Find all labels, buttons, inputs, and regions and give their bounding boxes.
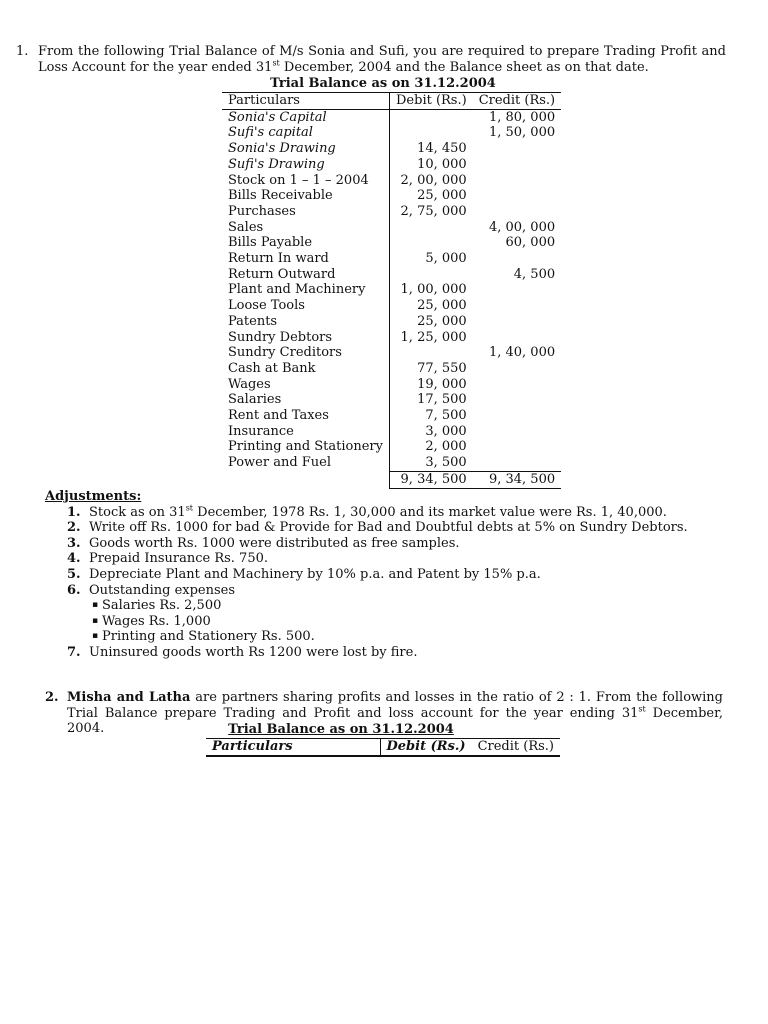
credit-cell [473, 141, 561, 157]
credit-cell [473, 173, 561, 189]
debit-cell: 1, 00, 000 [390, 282, 473, 298]
credit-cell [473, 330, 561, 346]
particulars-cell: Sales [228, 219, 264, 235]
sub-list-item [45, 614, 725, 630]
debit-cell: 25, 000 [390, 314, 473, 330]
particulars-cell: Rent and Taxes [228, 408, 329, 424]
credit-cell [473, 392, 561, 408]
table-header-row [206, 739, 560, 757]
debit-cell [390, 267, 473, 283]
table-row [222, 267, 561, 283]
particulars-cell: Loose Tools [228, 298, 305, 314]
credit-cell [473, 314, 561, 330]
trial-balance-2-title: Trial Balance as on 31.12.2004 [228, 722, 454, 737]
list-item [45, 536, 725, 552]
list-item-text: Goods worth Rs. 1000 were distributed as free samples. [89, 535, 460, 551]
particulars-cell: Sundry Debtors [228, 329, 333, 345]
list-item [45, 551, 725, 567]
table-row [222, 408, 561, 424]
superscript: st [185, 503, 194, 513]
debit-cell: 2, 00, 000 [390, 173, 473, 189]
table-row [222, 424, 561, 440]
debit-cell [390, 235, 473, 251]
list-item-number: 1. [67, 504, 81, 520]
credit-cell [473, 377, 561, 393]
list-item-number: 6. [67, 582, 81, 598]
particulars-cell: Printing and Stationery [228, 439, 383, 455]
total-debit-cell: 9, 34, 500 [390, 471, 473, 488]
particulars-cell: Patents [228, 313, 278, 329]
debit-cell: 77, 550 [390, 361, 473, 377]
total-label-cell [222, 471, 390, 488]
list-item-text: Outstanding expenses [89, 582, 236, 598]
table-row [222, 330, 561, 346]
table-row [222, 157, 561, 173]
particulars-cell: Sundry Creditors [228, 345, 342, 361]
particulars-cell: Return Outward [228, 266, 336, 282]
list-item [45, 567, 725, 583]
debit-cell: 2, 000 [390, 439, 473, 455]
table-row [222, 345, 561, 361]
table-row [222, 251, 561, 267]
adjustments-heading: Adjustments: [45, 489, 142, 504]
question-1 [16, 44, 726, 75]
debit-cell: 3, 000 [390, 424, 473, 440]
table-row [222, 314, 561, 330]
particulars-cell: Sonia's Drawing [228, 141, 336, 157]
table-row [222, 282, 561, 298]
debit-cell: 19, 000 [390, 377, 473, 393]
credit-cell [473, 282, 561, 298]
particulars-cell: Cash at Bank [228, 360, 316, 376]
list-item-text: December, 1978 Rs. 1, 30,000 and its market value were Rs. 1, 40,000. [193, 504, 667, 520]
list-item [45, 645, 725, 661]
question-2-text: Misha and Latha are partners sharing profits and losses in the ratio of 2 : 1. From the following Trial Balance prepare Trading and Profit and loss account for the year ending 31st December, 2004. [67, 690, 724, 737]
particulars-cell: Stock on 1 – 1 – 2004 [228, 172, 369, 188]
sub-list-item [45, 629, 725, 645]
particulars-cell: Sufi's Drawing [228, 156, 325, 172]
debit-cell: 5, 000 [390, 251, 473, 267]
table-row [222, 125, 561, 141]
header-credit: Credit (Rs.) [472, 739, 560, 757]
particulars-cell: Bills Receivable [228, 188, 333, 204]
question-1-number: 1. [16, 44, 29, 59]
particulars-cell: Bills Payable [228, 235, 313, 251]
outstanding-expenses-list [45, 598, 725, 645]
list-item [45, 583, 725, 599]
question-1-text: From the following Trial Balance of M/s Sonia and Sufi, you are required to prepare Trading Profit and Loss Account for the year ended 31st December, 2004 and the Balance sheet as on that date. [38, 44, 726, 75]
trial-balance-2-table [206, 738, 560, 757]
list-item [45, 520, 725, 536]
list-item-number: 2. [67, 520, 81, 536]
credit-cell [473, 424, 561, 440]
credit-cell [473, 408, 561, 424]
trial-balance-1-title: Trial Balance as on 31.12.2004 [270, 76, 496, 91]
debit-cell: 14, 450 [390, 141, 473, 157]
particulars-cell: Purchases [228, 203, 296, 219]
debit-cell [390, 220, 473, 236]
adjustments-section [45, 489, 725, 661]
table-row [222, 298, 561, 314]
total-credit-cell: 9, 34, 500 [473, 471, 561, 488]
particulars-cell: Return In ward [228, 251, 329, 267]
list-item-number: 5. [67, 566, 81, 582]
particulars-cell: Power and Fuel [228, 455, 332, 471]
list-item-number: 7. [67, 644, 81, 660]
question-2-number: 2. [45, 690, 59, 705]
debit-cell: 7, 500 [390, 408, 473, 424]
particulars-cell: Sonia's Capital [228, 109, 327, 125]
debit-cell: 25, 000 [390, 298, 473, 314]
table-row [222, 377, 561, 393]
sub-list-item [45, 598, 725, 614]
table-header-row [222, 93, 561, 110]
header-debit: Debit (Rs.) [380, 739, 472, 757]
total-row [222, 471, 561, 488]
header-particulars: Particulars [206, 739, 380, 757]
partner-names: Misha and Latha [67, 690, 191, 705]
credit-cell [473, 157, 561, 173]
credit-cell: 1, 80, 000 [488, 109, 556, 125]
credit-cell: 1, 40, 000 [488, 345, 556, 361]
particulars-cell: Wages [228, 376, 271, 392]
bullet-icon: ▪ [92, 631, 99, 642]
table-row [222, 455, 561, 471]
list-item-text: Write off Rs. 1000 for bad & Provide for Bad and Doubtful debts at 5% on Sundry Debtors. [89, 520, 688, 536]
credit-cell: 4, 500 [513, 266, 556, 282]
table-row [222, 141, 561, 157]
credit-cell: 4, 00, 000 [488, 219, 556, 235]
credit-cell [473, 455, 561, 471]
header-particulars: Particulars [222, 93, 390, 110]
credit-cell [473, 188, 561, 204]
list-item-number: 3. [67, 535, 81, 551]
list-item-text: Stock as on 31 [89, 504, 186, 520]
list-item-text: Depreciate Plant and Machinery by 10% p.a. and Patent by 15% p.a. [89, 566, 541, 582]
list-item-number: 4. [67, 551, 81, 567]
debit-cell: 1, 25, 000 [390, 330, 473, 346]
header-credit: Credit (Rs.) [473, 93, 561, 110]
sub-list-item-text: Salaries Rs. 2,500 [102, 598, 222, 614]
credit-cell: 60, 000 [505, 235, 556, 251]
particulars-cell: Plant and Machinery [228, 282, 366, 298]
debit-cell: 2, 75, 000 [390, 204, 473, 220]
debit-cell: 10, 000 [390, 157, 473, 173]
sub-list-item-text: Wages Rs. 1,000 [102, 613, 211, 629]
header-debit: Debit (Rs.) [390, 93, 473, 110]
bullet-icon: ▪ [92, 600, 99, 611]
adjustments-list [45, 505, 725, 661]
credit-cell [473, 251, 561, 267]
debit-cell: 3, 500 [390, 455, 473, 471]
credit-cell: 1, 50, 000 [488, 125, 556, 141]
debit-cell [390, 109, 473, 125]
table-row [222, 220, 561, 236]
debit-cell: 17, 500 [390, 392, 473, 408]
credit-cell [473, 439, 561, 455]
list-item-text: Prepaid Insurance Rs. 750. [89, 551, 269, 567]
bullet-icon: ▪ [92, 615, 99, 626]
trial-balance-1-table [222, 92, 561, 489]
table-row [222, 173, 561, 189]
table-row [222, 439, 561, 455]
table-row [222, 361, 561, 377]
table-row [222, 235, 561, 251]
table-row [222, 204, 561, 220]
credit-cell [473, 204, 561, 220]
debit-cell [390, 345, 473, 361]
table-row [222, 188, 561, 204]
particulars-cell: Salaries [228, 392, 282, 408]
credit-cell [473, 361, 561, 377]
table-row [222, 109, 561, 125]
list-item-text: Uninsured goods worth Rs 1200 were lost by fire. [89, 644, 418, 660]
debit-cell: 25, 000 [390, 188, 473, 204]
table-row [222, 392, 561, 408]
particulars-cell: Sufi's capital [228, 125, 313, 141]
particulars-cell: Insurance [228, 423, 294, 439]
sub-list-item-text: Printing and Stationery Rs. 500. [102, 629, 315, 645]
list-item [45, 505, 725, 521]
debit-cell [390, 125, 473, 141]
credit-cell [473, 298, 561, 314]
